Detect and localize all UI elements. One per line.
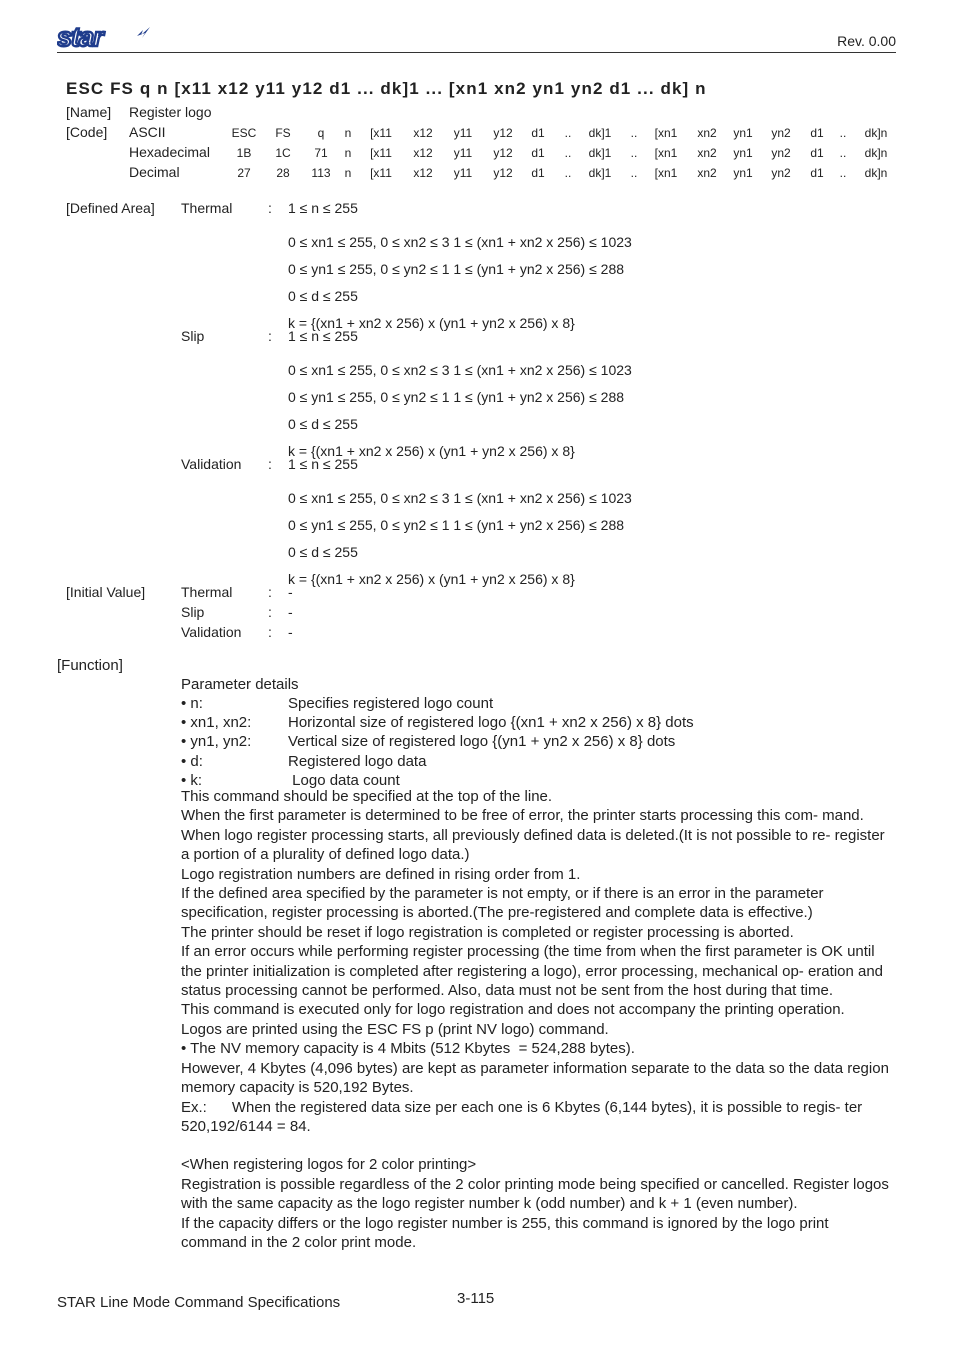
mode-label: Thermal xyxy=(181,584,233,600)
star-logo xyxy=(57,24,152,52)
header-rule xyxy=(57,52,896,53)
code-token: [x11 xyxy=(370,166,392,180)
mode-label: Validation xyxy=(181,624,242,640)
code-type-label: Hexadecimal xyxy=(129,144,210,160)
code-token: n xyxy=(344,146,352,160)
code-token: yn2 xyxy=(771,126,791,140)
code-token: y12 xyxy=(493,126,513,140)
colon: : xyxy=(268,456,272,472)
param-desc: Specifies registered logo count xyxy=(288,695,494,712)
paragraph: Registration is possible regardless of the 2 color printing mode being specified or cancelled. Register logos with the same capacity as the logo register number k (odd number) and k + 1 (even number). xyxy=(181,1175,894,1213)
code-type-label: ASCII xyxy=(129,124,166,140)
code-token: q xyxy=(317,126,325,140)
code-token: d1 xyxy=(531,146,545,160)
command-title: ESC FS q n [x11 x12 y11 y12 d1 ... dk]1 ... [xn1 xn2 yn1 yn2 d1 ... dk] n xyxy=(66,79,707,98)
colon: : xyxy=(268,604,272,620)
paragraph: This command is executed only for logo registration and does not accompany the printing operation. xyxy=(181,1001,845,1019)
range-line: 1 ≤ n ≤ 255 xyxy=(288,328,358,344)
range-line: 0 ≤ d ≤ 255 xyxy=(288,288,358,304)
mode-label: Slip xyxy=(181,328,205,344)
code-token: .. xyxy=(839,146,847,160)
code-token: 71 xyxy=(314,146,328,160)
paragraph: When logo register processing starts, all previously defined data is deleted.(It is not possible to re- register a portion of a plurality of defined logo data.) xyxy=(181,826,889,864)
code-token: n xyxy=(344,126,352,140)
code-token: [xn1 xyxy=(654,126,678,140)
defined-area-label: [Defined Area] xyxy=(66,200,155,216)
code-token: y12 xyxy=(493,166,513,180)
code-token: FS xyxy=(275,126,291,140)
range-line: 0 ≤ yn1 ≤ 255, 0 ≤ yn2 ≤ 1 1 ≤ (yn1 + yn2 x 256) ≤ 288 xyxy=(288,517,625,533)
code-token: dk]n xyxy=(864,166,888,180)
code-token: 113 xyxy=(311,166,331,180)
param-key: • yn1, yn2: xyxy=(181,733,252,751)
code-token: dk]1 xyxy=(588,126,612,140)
paragraph: This command should be specified at the top of the line. xyxy=(181,788,553,805)
paragraph: If the capacity differs or the logo register number is 255, this command is ignored by the logo print command in the 2 color print mode. xyxy=(181,1214,833,1251)
paragraph: Ex.: When the registered data size per each one is 6 Kbytes (6,144 bytes), it is possible to regis- ter 520,192/6144 = 84. xyxy=(181,1098,867,1135)
param-key: • k: xyxy=(181,771,203,789)
paragraph: The printer should be reset if logo registration is completed or register processing is aborted. xyxy=(181,923,794,941)
code-token: x12 xyxy=(413,166,433,180)
svg-text:star: star xyxy=(57,24,103,52)
code-token: xn2 xyxy=(697,146,717,160)
mode-label: Validation xyxy=(181,456,242,472)
code-token: d1 xyxy=(810,146,824,160)
param-desc: Logo data count xyxy=(288,771,400,789)
code-token: d1 xyxy=(531,126,545,140)
page-number: 3-115 xyxy=(457,1290,495,1307)
code-token: .. xyxy=(564,146,572,160)
function-description xyxy=(181,787,897,1252)
code-token: .. xyxy=(630,166,638,180)
param-key: • d: xyxy=(181,752,203,770)
param-key: • n: xyxy=(181,695,203,712)
colon: : xyxy=(268,200,272,216)
param-desc: Registered logo data xyxy=(288,752,427,770)
name-label: [Name] xyxy=(66,104,112,120)
code-token: .. xyxy=(564,166,572,180)
code-token: y12 xyxy=(493,146,513,160)
code-token: .. xyxy=(630,146,638,160)
code-token: .. xyxy=(839,126,847,140)
range-line: 1 ≤ n ≤ 255 xyxy=(288,200,358,216)
range-line: k = {(xn1 + xn2 x 256) x (yn1 + yn2 x 256) x 8} xyxy=(288,315,575,331)
colon: : xyxy=(268,624,272,640)
code-type-label: Decimal xyxy=(129,164,180,180)
range-line: k = {(xn1 + xn2 x 256) x (yn1 + yn2 x 256) x 8} xyxy=(288,443,575,459)
colon: : xyxy=(268,584,272,600)
paragraph: If an error occurs while performing register processing (the time from when the first parameter is OK until the printer initialization is completed after registering a logo), error processing, mechanical op- eration and status processing cannot be performed. Also, data must not be sent from the host during that time. xyxy=(181,943,888,1000)
code-token: 1B xyxy=(236,146,252,160)
revision-label: Rev. 0.00 xyxy=(837,33,896,49)
param-desc: Vertical size of registered logo {(yn1 + yn2 x 256) x 8} dots xyxy=(288,733,676,751)
range-line: 0 ≤ d ≤ 255 xyxy=(288,416,358,432)
paragraph: Logos are printed using the ESC FS p (print NV logo) command. xyxy=(181,1020,609,1038)
code-token: yn2 xyxy=(771,166,791,180)
range-line: 0 ≤ d ≤ 255 xyxy=(288,544,358,560)
code-token: x12 xyxy=(413,126,433,140)
code-token: dk]1 xyxy=(588,166,612,180)
code-token: y11 xyxy=(453,126,473,140)
range-line: 0 ≤ xn1 ≤ 255, 0 ≤ xn2 ≤ 3 1 ≤ (xn1 + xn2 x 256) ≤ 1023 xyxy=(288,362,632,378)
code-token: d1 xyxy=(810,166,824,180)
paragraph: • The NV memory capacity is 4 Mbits (512 Kbytes = 524,288 bytes). xyxy=(181,1040,635,1058)
range-line: k = {(xn1 + xn2 x 256) x (yn1 + yn2 x 256) x 8} xyxy=(288,571,575,587)
code-label: [Code] xyxy=(66,124,108,140)
footer-title: STAR Line Mode Command Specifications xyxy=(57,1294,341,1311)
code-token: [xn1 xyxy=(654,146,678,160)
code-token: ESC xyxy=(231,126,257,140)
name-value: Register logo xyxy=(129,104,212,120)
range-line: 1 ≤ n ≤ 255 xyxy=(288,456,358,472)
paragraph: Logo registration numbers are defined in rising order from 1. xyxy=(181,865,581,883)
initial-value: - xyxy=(288,604,293,620)
param-desc: Horizontal size of registered logo {(xn1 + xn2 x 256) x 8} dots xyxy=(288,714,694,732)
code-token: xn2 xyxy=(697,126,717,140)
colon: : xyxy=(268,328,272,344)
code-token: dk]n xyxy=(864,126,888,140)
code-token: .. xyxy=(564,126,572,140)
code-token: .. xyxy=(839,166,847,180)
param-heading: Parameter details xyxy=(181,676,299,693)
code-token: dk]n xyxy=(864,146,888,160)
range-line: 0 ≤ xn1 ≤ 255, 0 ≤ xn2 ≤ 3 1 ≤ (xn1 + xn2 x 256) ≤ 1023 xyxy=(288,490,632,506)
code-token: 1C xyxy=(275,146,291,160)
paragraph: <When registering logos for 2 color printing> xyxy=(181,1156,477,1174)
code-token: n xyxy=(344,166,352,180)
function-label: [Function] xyxy=(57,657,123,674)
code-token: dk]1 xyxy=(588,146,612,160)
code-token: [x11 xyxy=(370,126,392,140)
paragraph: However, 4 Kbytes (4,096 bytes) are kept as parameter information separate to the data so the data region memory capacity is 520,192 Bytes. xyxy=(181,1059,894,1097)
paragraph: When the first parameter is determined to be free of error, the printer starts processing this com- mand. xyxy=(181,807,864,825)
code-token: yn2 xyxy=(771,146,791,160)
code-token: [xn1 xyxy=(654,166,678,180)
code-token: y11 xyxy=(453,146,473,160)
code-token: yn1 xyxy=(733,146,753,160)
code-token: 27 xyxy=(237,166,251,180)
code-token: x12 xyxy=(413,146,433,160)
code-token: d1 xyxy=(531,166,545,180)
initial-value-label: [Initial Value] xyxy=(66,584,146,600)
mode-label: Thermal xyxy=(181,200,233,216)
blank-line xyxy=(181,1136,897,1155)
param-key: • xn1, xn2: xyxy=(181,714,252,732)
initial-value: - xyxy=(288,624,293,640)
code-token: yn1 xyxy=(733,126,753,140)
code-token: xn2 xyxy=(697,166,717,180)
range-line: 0 ≤ yn1 ≤ 255, 0 ≤ yn2 ≤ 1 1 ≤ (yn1 + yn2 x 256) ≤ 288 xyxy=(288,261,625,277)
paragraph: If the defined area specified by the parameter is not empty, or if there is an error in the parameter specification, register processing is aborted.(The pre-registered and complete data is effective.) xyxy=(181,885,828,922)
mode-label: Slip xyxy=(181,604,205,620)
code-token: .. xyxy=(630,126,638,140)
code-token: y11 xyxy=(453,166,473,180)
range-line: 0 ≤ yn1 ≤ 255, 0 ≤ yn2 ≤ 1 1 ≤ (yn1 + yn2 x 256) ≤ 288 xyxy=(288,389,625,405)
code-token: d1 xyxy=(810,126,824,140)
code-token: 28 xyxy=(276,166,290,180)
code-token: [x11 xyxy=(370,146,392,160)
initial-value: - xyxy=(288,584,293,600)
code-token: yn1 xyxy=(733,166,753,180)
range-line: 0 ≤ xn1 ≤ 255, 0 ≤ xn2 ≤ 3 1 ≤ (xn1 + xn2 x 256) ≤ 1023 xyxy=(288,234,632,250)
